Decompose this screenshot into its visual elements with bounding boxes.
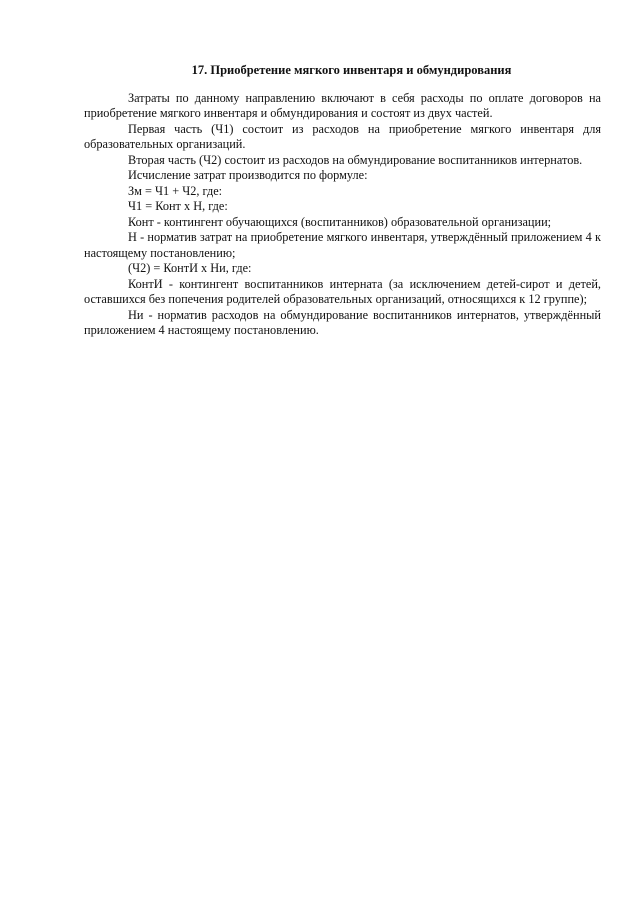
formula-part-one: Ч1 = Конт х Н, где: — [128, 199, 228, 213]
paragraph-expenses-intro: Затраты по данному направлению включают в себя расходы по оплате договоров на приобретение мягкого инвентаря и обмундирования и состоят из двух частей. — [84, 90, 601, 120]
definition-n: Н - норматив затрат на приобретение мягкого инвентаря, утверждённый приложением 4 к настоящему постановлению; — [84, 230, 601, 260]
formula-part-two: (Ч2) = КонтИ х Ни, где: — [128, 261, 252, 275]
definition-kont: Конт - контингент обучающихся (воспитанников) образовательной организации; — [128, 214, 552, 229]
document-page — [84, 63, 601, 339]
paragraph-formula-intro: Исчисление затрат производится по формуле: — [128, 168, 368, 182]
section-heading: 17. Приобретение мягкого инвентаря и обмундирования — [191, 63, 512, 77]
paragraph-part-one: Первая часть (Ч1) состоит из расходов на приобретение мягкого инвентаря для образовательных организаций. — [84, 121, 601, 151]
formula-total: Зм = Ч1 + Ч2, где: — [128, 183, 223, 198]
definition-konti: КонтИ - контингент воспитанников интерната (за исключением детей-сирот и детей, оставшихся без попечения родителей образовательных организаций, относящихся к 12 группе); — [84, 276, 601, 306]
definition-ni: Ни - норматив расходов на обмундирование воспитанников интернатов, утверждённый приложением 4 настоящему постановлению. — [84, 307, 601, 337]
paragraph-part-two: Вторая часть (Ч2) состоит из расходов на обмундирование воспитанников интернатов. — [128, 152, 583, 167]
